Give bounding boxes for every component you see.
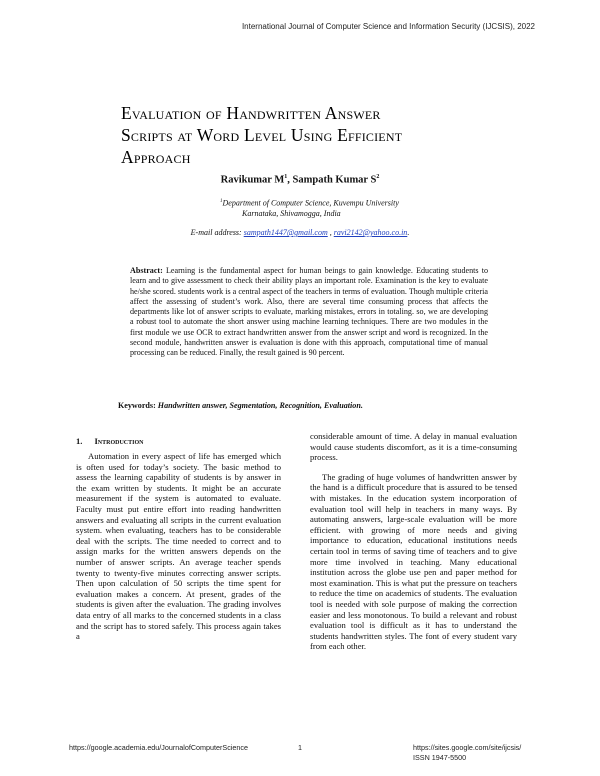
abstract-text: Learning is the fundamental aspect for human beings to gain knowledge. Educating students to learn and to give assessment to check their ability plays an important role. Examination is the key to evaluate he/she scored. students work is a central aspect of the teachers in terms of evaluation. Though multiple criteria affect the assessing of student’s work. Also, there are several time consuming process that affects the departments like lot of answer scripts to evaluate, marking mistakes, errors in totaling. so, we are developing a robust tool to automate the short answer using machine learning techniques. There are two modules in the first module we use OCR to extract handwritten answer from the answer script and word is recognized. In the second module, handwritten answer is evaluation is done with this approach, computational time of manual processing can be reduced. Finally, the result gained is 90 percent.: [130, 266, 488, 358]
title-line-3: Approach: [121, 147, 191, 167]
page-number: 1: [298, 743, 302, 752]
email-link-1[interactable]: sampath1447@gmail.com: [243, 228, 328, 237]
paragraph: Automation in every aspect of life has emerged which is often used for today’s society. The basic method to assess the learning capability of students is by answer in the exam written by students. It might be an accurate measurement if the system is automated to evaluate. Faculty must put entire effort into reading handwritten answers and evaluating all scripts in the current evaluation system. when evaluating, teachers has to be considerable deal with the scripts. The time needed to correct and to assign marks for the written answers depends on the number of answer scripts. An average teacher spends twenty to twenty-five minutes correcting answer scripts. Then upon calculation of 50 scripts the time spent for evaluation makes a concern. At present, grades of the students is given after the evaluation. The grading involves data entry of all marks to the concerned students in a class and the script has to stored safely. This process again takes a: [76, 451, 281, 642]
right-column: [310, 431, 517, 652]
author-separator: ,: [287, 174, 293, 186]
affiliation-sup: 1: [220, 199, 223, 204]
footer-url-right[interactable]: https://sites.google.com/site/ijcsis/: [413, 743, 522, 752]
email-line: [0, 228, 600, 237]
email-separator: ,: [327, 228, 334, 237]
footer-right: [413, 743, 521, 763]
email-label: E-mail address:: [190, 228, 244, 237]
section-title: Introduction: [94, 436, 144, 446]
paragraph: considerable amount of time. A delay in manual evaluation would cause students discomfort, as it is a time-consuming process.: [310, 431, 517, 463]
journal-header: International Journal of Computer Science and Information Security (IJCSIS), 2022: [241, 22, 535, 31]
section-heading: [76, 436, 281, 446]
author-2: Sampath Kumar S: [292, 174, 377, 186]
paragraph: The grading of huge volumes of handwritten answer by the hand is a difficult procedure that is assured to be tensed with mistakes. In the education system incorporation of evaluation tool will help in teachers in many ways. By automating answers, large-scale evaluation will be more efficient. with growing of more needs and giving importance to education, educational institutions needs certain tool in terms of saving time of teachers and to give more time involved in teaching. Many educational institution across the globe use pen and paper method for most examination. This is what put the pressure on teachers to reduce the time on academics of students. The evaluation tool is needed with sole purpose of making the correction easier and less monotonous. To build a relevant and robust evaluation tool is difficult as it has to understand the students handwritten styles. The font of every student vary from each other.: [310, 471, 517, 652]
keywords: [118, 401, 478, 410]
title-line-1: Evaluation of Handwritten Answer: [121, 103, 381, 123]
title-line-2: Scripts at Word Level Using Efficient: [121, 125, 403, 145]
author-2-sup: 2: [376, 174, 380, 180]
footer-url-left[interactable]: https://google.academia.edu/JournalofComputerScience: [69, 743, 248, 752]
affiliation: [220, 197, 480, 220]
keywords-text: Handwritten answer, Segmentation, Recognition, Evaluation.: [157, 401, 363, 410]
issn: ISSN 1947-5500: [413, 753, 467, 762]
author-1: Ravikumar M: [220, 174, 285, 186]
keywords-label: Keywords:: [118, 401, 158, 410]
left-column: [76, 451, 281, 642]
author-list: [0, 174, 600, 186]
email-link-2[interactable]: ravi2142@yahoo.co.in: [333, 228, 408, 237]
section-number: 1.: [76, 436, 83, 446]
affiliation-line-1: Department of Computer Science, Kuvempu University: [222, 198, 399, 208]
abstract: [130, 266, 488, 359]
abstract-label: Abstract:: [130, 266, 163, 275]
affiliation-line-2: Karnataka, Shivamogga, India: [242, 209, 341, 219]
email-end: .: [407, 228, 410, 237]
paper-title: [121, 102, 541, 168]
author-1-sup: 1: [284, 174, 288, 180]
